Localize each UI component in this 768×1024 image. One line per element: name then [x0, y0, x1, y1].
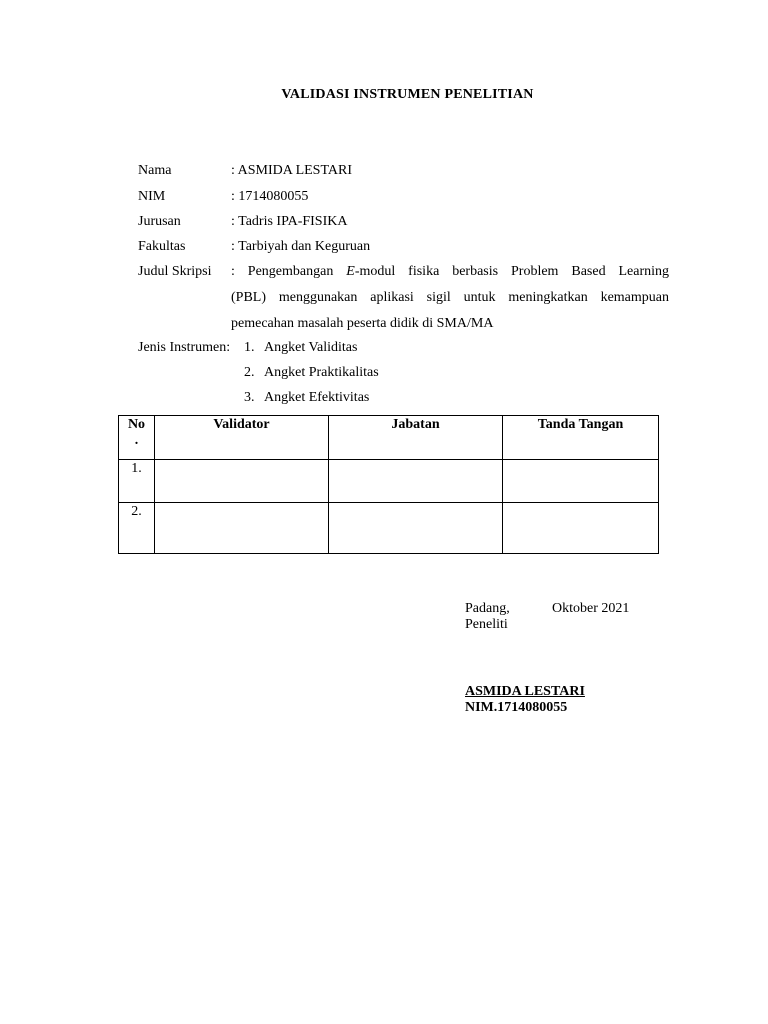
header-no: No . [119, 416, 155, 460]
row-no: 1. [119, 460, 155, 503]
value-nim: : 1714080055 [231, 189, 309, 204]
document-title: VALIDASI INSTRUMEN PENELITIAN [281, 87, 534, 102]
instrument-item-2: Angket Praktikalitas [264, 365, 379, 380]
judul-prefix: : Pengembangan [231, 264, 347, 279]
table-row [119, 460, 659, 503]
value-jurusan: : Tadris IPA-FISIKA [231, 214, 348, 229]
row-no: 2. [119, 503, 155, 554]
instrument-num-3: 3. [244, 390, 255, 405]
value-judul-line2: (PBL) menggunakan aplikasi sigil untuk meningkatkan kemampuan [231, 290, 669, 305]
signature-nim: NIM.1714080055 [465, 700, 568, 715]
value-judul-line3: pemecahan masalah peserta didik di SMA/MA [231, 316, 494, 331]
header-validator: Validator [155, 416, 329, 460]
row-tanda-tangan [503, 503, 659, 554]
label-jurusan: Jurusan [138, 214, 181, 229]
instrument-num-1: 1. [244, 340, 255, 355]
table-header-row [119, 416, 659, 460]
label-jenis-instrumen: Jenis Instrumen: [138, 340, 231, 355]
header-tanda-tangan: Tanda Tangan [503, 416, 659, 460]
signature-place: Padang, [465, 601, 510, 616]
signature-name: ASMIDA LESTARI [465, 684, 585, 699]
header-jabatan: Jabatan [329, 416, 503, 460]
value-judul-line1 [231, 264, 669, 280]
signature-date: Oktober 2021 [552, 601, 630, 616]
row-jabatan [329, 503, 503, 554]
row-jabatan [329, 460, 503, 503]
judul-suffix: -modul fisika berbasis Problem Based Learning [354, 264, 670, 279]
instrument-item-1: Angket Validitas [264, 340, 358, 355]
label-fakultas: Fakultas [138, 239, 186, 254]
value-fakultas: : Tarbiyah dan Keguruan [231, 239, 371, 254]
label-nama: Nama [138, 163, 172, 178]
signature-role: Peneliti [465, 617, 508, 632]
validation-table [118, 415, 659, 554]
row-validator [155, 460, 329, 503]
label-nim: NIM [138, 189, 166, 204]
instrument-num-2: 2. [244, 365, 255, 380]
judul-italic: E [346, 264, 355, 279]
table-row [119, 503, 659, 554]
value-nama: : ASMIDA LESTARI [231, 163, 353, 178]
instrument-item-3: Angket Efektivitas [264, 390, 370, 405]
label-judul: Judul Skripsi [138, 264, 212, 279]
row-validator [155, 503, 329, 554]
row-tanda-tangan [503, 460, 659, 503]
